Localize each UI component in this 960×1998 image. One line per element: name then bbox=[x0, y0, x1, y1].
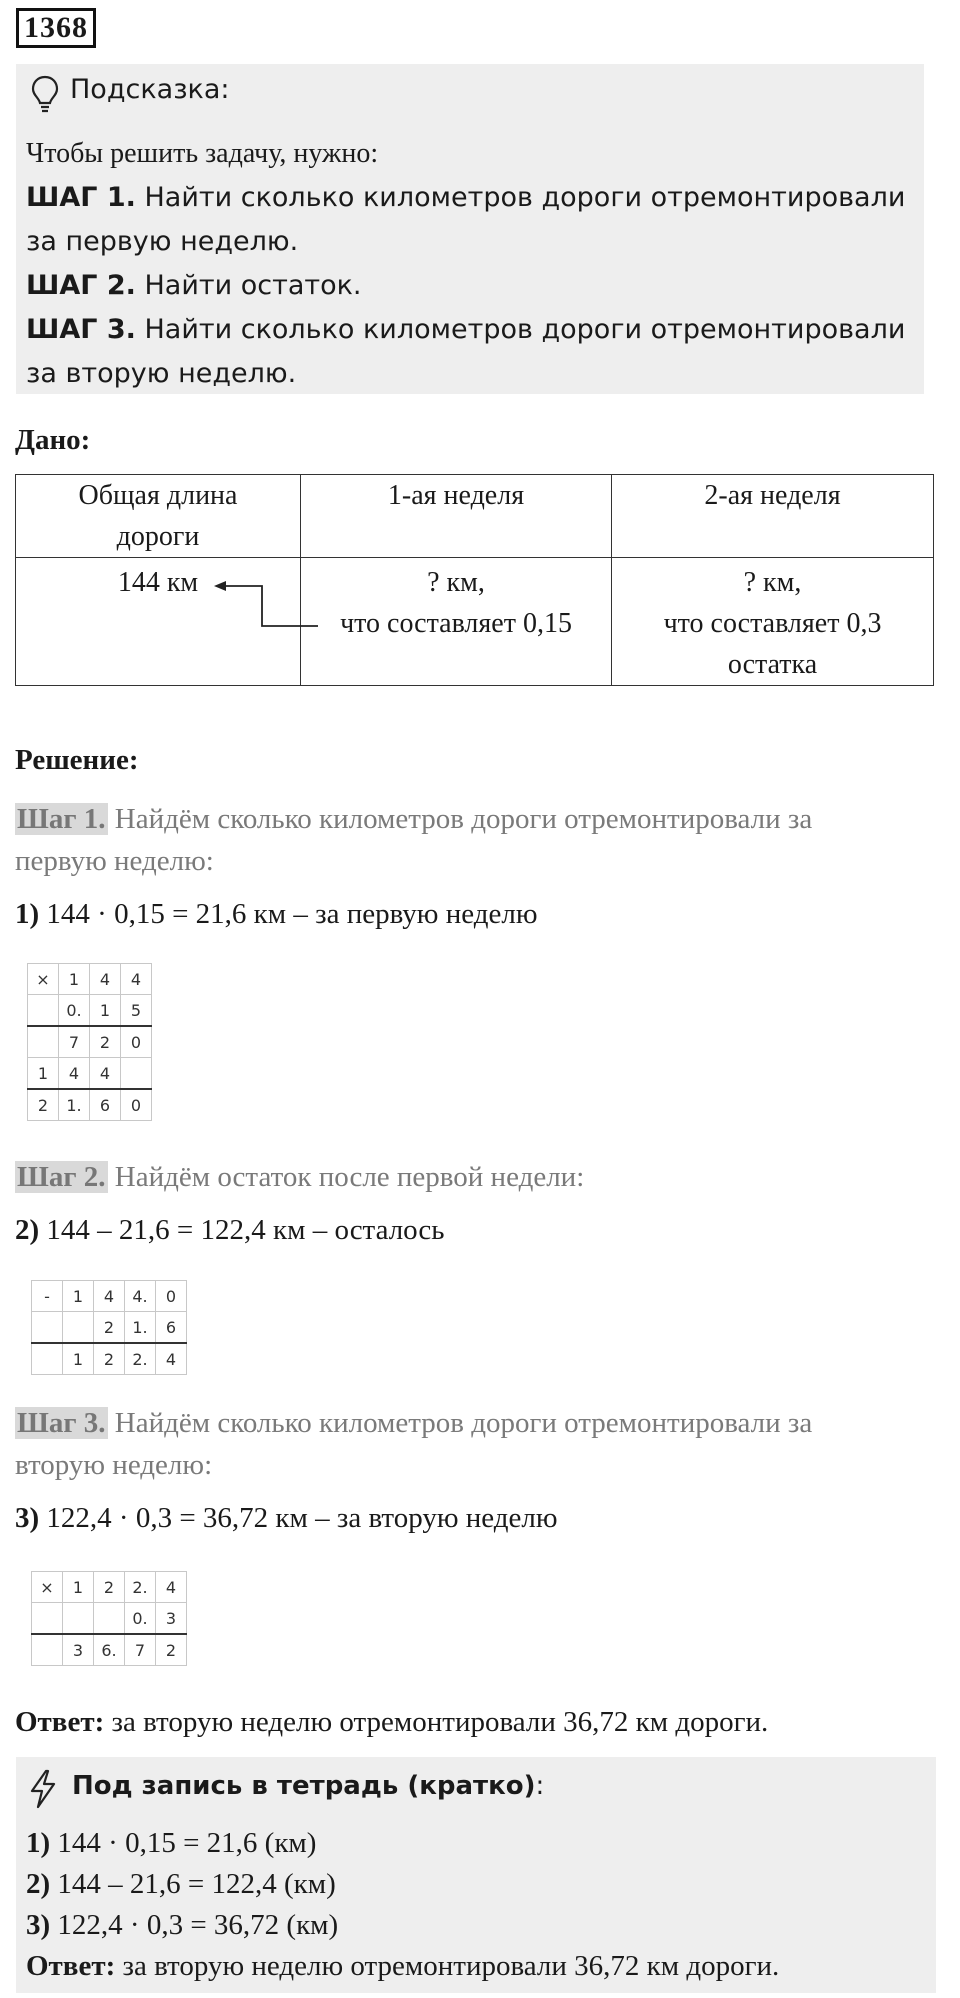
hint-step-1-label: ШАГ 1. bbox=[26, 182, 136, 213]
calc-cell: 1 bbox=[63, 1572, 94, 1603]
calc-cell: 0. bbox=[125, 1603, 156, 1635]
given-label: Дано: bbox=[15, 424, 91, 456]
calc-cell: 1 bbox=[63, 1281, 94, 1312]
calc-cell: 6 bbox=[156, 1312, 187, 1344]
calc-cell: 1. bbox=[125, 1312, 156, 1344]
hint-block bbox=[16, 64, 924, 394]
calc-cell: 0 bbox=[156, 1281, 187, 1312]
step-1-text: Найдём сколько километров дороги отремонтировали за bbox=[107, 803, 813, 835]
calc-cell: 1 bbox=[59, 964, 90, 995]
hint-step-1 bbox=[26, 176, 905, 220]
hint-step-2 bbox=[26, 264, 362, 308]
step-2-label: Шаг 2. bbox=[17, 1161, 106, 1193]
calc-cell: 2 bbox=[94, 1343, 125, 1375]
calc-cell: 0 bbox=[121, 1089, 152, 1121]
step-3-equation bbox=[15, 1502, 558, 1535]
step-3-heading bbox=[15, 1402, 812, 1444]
hint-step-3-label: ШАГ 3. bbox=[26, 314, 136, 345]
given-cell-week1: ? км, что составляет 0,15 bbox=[301, 558, 612, 686]
calc-cell: 2. bbox=[125, 1572, 156, 1603]
hint-step-1-cont: за первую неделю. bbox=[26, 226, 299, 257]
given-header-week1: 1-ая неделя bbox=[301, 475, 612, 558]
calc-cell: 4 bbox=[59, 1058, 90, 1090]
step-2-text: Найдём остаток после первой недели: bbox=[107, 1161, 585, 1193]
calc-cell bbox=[28, 1026, 59, 1058]
answer-text: за вторую неделю отремонтировали 36,72 км дороги. bbox=[104, 1706, 769, 1738]
calc-row bbox=[32, 1634, 187, 1666]
calc-cell bbox=[121, 1058, 152, 1090]
calc-cell: 5 bbox=[121, 995, 152, 1027]
calc-cell bbox=[32, 1634, 63, 1666]
hint-intro: Чтобы решить задачу, нужно: bbox=[26, 138, 379, 169]
step-3-eq: 122,4 · 0,3 = 36,72 км – за вторую неделю bbox=[39, 1502, 558, 1534]
step-3-calc-grid bbox=[31, 1571, 187, 1666]
calc-cell: 4 bbox=[94, 1281, 125, 1312]
step-1-heading bbox=[15, 798, 812, 840]
calc-cell: 1 bbox=[28, 1058, 59, 1090]
notebook-line-2: 2) 144 – 21,6 = 122,4 (км) bbox=[26, 1868, 336, 1900]
calc-row bbox=[28, 964, 152, 995]
calc-cell bbox=[63, 1603, 94, 1635]
calc-row bbox=[32, 1312, 187, 1344]
given-header-length: Общая длина дороги bbox=[16, 475, 301, 558]
solution-label: Решение: bbox=[15, 744, 139, 776]
calc-cell: 3 bbox=[156, 1603, 187, 1635]
calc-cell: 4 bbox=[90, 1058, 121, 1090]
calc-row bbox=[28, 995, 152, 1027]
notebook-line-1: 1) 144 · 0,15 = 21,6 (км) bbox=[26, 1827, 317, 1859]
calc-cell: 4 bbox=[156, 1343, 187, 1375]
calc-cell: 4 bbox=[121, 964, 152, 995]
lightning-icon bbox=[28, 1769, 58, 1809]
step-3-label: Шаг 3. bbox=[17, 1407, 106, 1439]
answer-label: Ответ: bbox=[15, 1706, 105, 1738]
calc-cell: 2 bbox=[156, 1634, 187, 1666]
calc-cell: × bbox=[28, 964, 59, 995]
calc-cell: 2 bbox=[90, 1026, 121, 1058]
step-3-heading-cont: вторую неделю: bbox=[15, 1449, 213, 1481]
calc-row bbox=[32, 1343, 187, 1375]
step-1-eq: 144 · 0,15 = 21,6 км – за первую неделю bbox=[39, 898, 538, 930]
step-1-num: 1) bbox=[15, 898, 40, 930]
calc-cell: 6 bbox=[90, 1089, 121, 1121]
given-cell-week2: ? км, что составляет 0,3 остатка bbox=[612, 558, 934, 686]
given-table bbox=[15, 474, 934, 686]
given-cell-length: 144 км bbox=[16, 558, 301, 686]
problem-number: 1368 bbox=[16, 8, 96, 48]
calc-cell: 1 bbox=[90, 995, 121, 1027]
hint-step-1-text: Найти сколько километров дороги отремонтировали bbox=[135, 182, 906, 213]
calc-cell bbox=[28, 995, 59, 1027]
lightbulb-icon bbox=[30, 74, 60, 114]
calc-cell: 7 bbox=[59, 1026, 90, 1058]
calc-cell: × bbox=[32, 1572, 63, 1603]
hint-step-2-label: ШАГ 2. bbox=[26, 270, 136, 301]
calc-cell: 3 bbox=[63, 1634, 94, 1666]
hint-step-2-text: Найти остаток. bbox=[135, 270, 362, 301]
step-2-heading bbox=[15, 1156, 584, 1198]
step-1-equation bbox=[15, 898, 537, 931]
calc-row bbox=[28, 1058, 152, 1090]
calc-cell: 0. bbox=[59, 995, 90, 1027]
hint-title: Подсказка: bbox=[70, 74, 230, 105]
calc-cell bbox=[32, 1343, 63, 1375]
calc-cell: 0 bbox=[121, 1026, 152, 1058]
calc-row bbox=[32, 1603, 187, 1635]
hint-step-3 bbox=[26, 308, 905, 352]
step-2-eq: 144 – 21,6 = 122,4 км – осталось bbox=[39, 1214, 445, 1246]
answer-line bbox=[15, 1706, 768, 1739]
step-3-text: Найдём сколько километров дороги отремонтировали за bbox=[107, 1407, 813, 1439]
calc-cell: 2 bbox=[94, 1312, 125, 1344]
calc-cell bbox=[63, 1312, 94, 1344]
step-3-num: 3) bbox=[15, 1502, 40, 1534]
calc-row bbox=[32, 1281, 187, 1312]
calc-row bbox=[28, 1026, 152, 1058]
calc-cell: 6. bbox=[94, 1634, 125, 1666]
step-1-label: Шаг 1. bbox=[17, 803, 106, 835]
notebook-title: Под запись в тетрадь (кратко): bbox=[72, 1771, 545, 1801]
calc-cell: 1. bbox=[59, 1089, 90, 1121]
step-2-equation bbox=[15, 1214, 445, 1247]
step-1-heading-cont: первую неделю: bbox=[15, 845, 214, 877]
reference-arrow-icon bbox=[210, 578, 320, 638]
calc-cell: - bbox=[32, 1281, 63, 1312]
calc-row bbox=[32, 1572, 187, 1603]
calc-cell: 2 bbox=[94, 1572, 125, 1603]
calc-cell bbox=[32, 1312, 63, 1344]
calc-cell: 2 bbox=[28, 1089, 59, 1121]
hint-step-3-cont: за вторую неделю. bbox=[26, 358, 297, 389]
step-2-num: 2) bbox=[15, 1214, 40, 1246]
notebook-answer: Ответ: за вторую неделю отремонтировали 36,72 км дороги. bbox=[26, 1950, 780, 1982]
calc-cell bbox=[32, 1603, 63, 1635]
calc-cell: 1 bbox=[63, 1343, 94, 1375]
calc-cell: 7 bbox=[125, 1634, 156, 1666]
step-2-calc-grid bbox=[31, 1280, 187, 1375]
calc-cell bbox=[94, 1603, 125, 1635]
hint-step-3-text: Найти сколько километров дороги отремонтировали bbox=[135, 314, 906, 345]
calc-cell: 4 bbox=[156, 1572, 187, 1603]
notebook-block bbox=[16, 1757, 936, 1993]
step-1-calc-grid bbox=[27, 963, 152, 1121]
calc-cell: 2. bbox=[125, 1343, 156, 1375]
calc-cell: 4. bbox=[125, 1281, 156, 1312]
given-header-week2: 2-ая неделя bbox=[612, 475, 934, 558]
notebook-line-3: 3) 122,4 · 0,3 = 36,72 (км) bbox=[26, 1909, 339, 1941]
calc-cell: 4 bbox=[90, 964, 121, 995]
calc-row bbox=[28, 1089, 152, 1121]
